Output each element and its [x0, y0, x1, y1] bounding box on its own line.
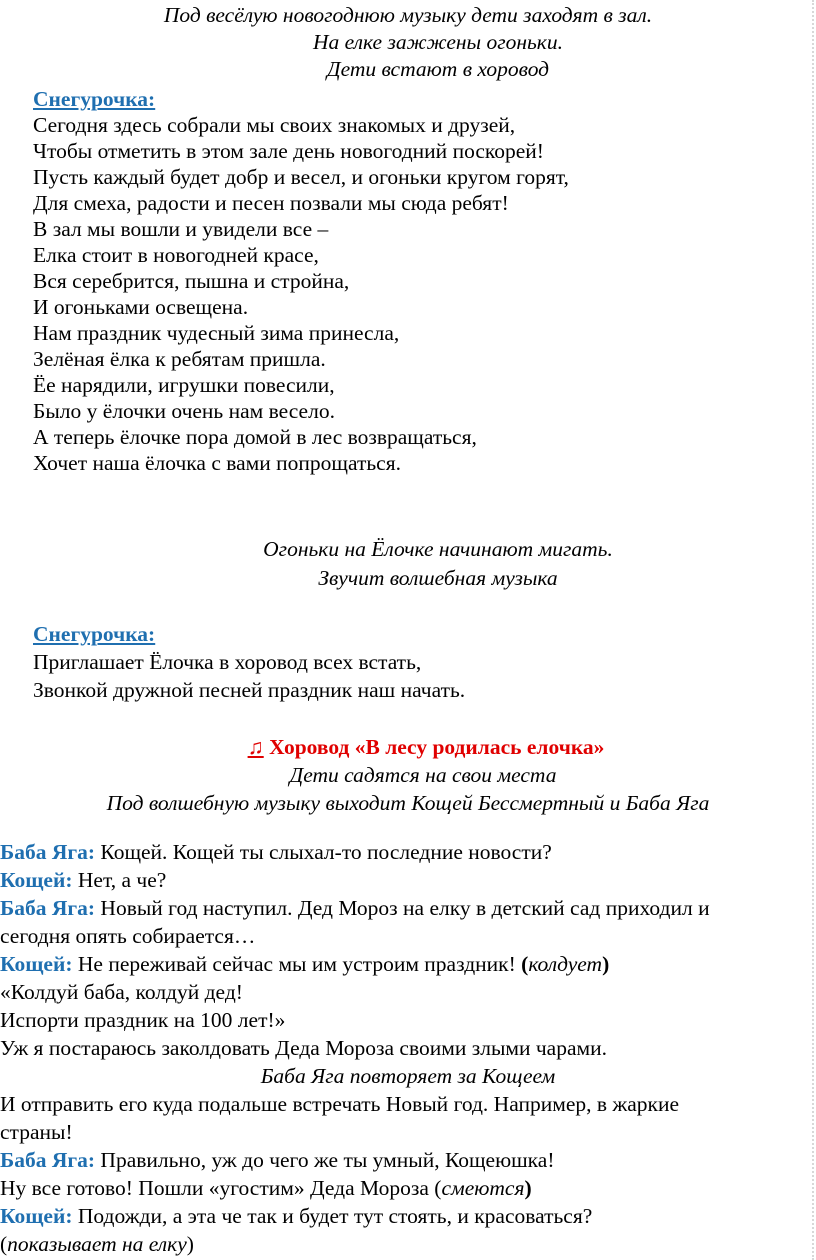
- song-block: [0, 733, 816, 817]
- line-text: Ну все готово! Пошли «угостим» Деда Мороза (: [0, 1176, 442, 1200]
- verse-line: Ёе нарядили, игрушки повесили,: [33, 373, 335, 397]
- verse-line: Чтобы отметить в этом зале день новогодний поскорей!: [33, 139, 544, 163]
- verse-line: Пусть каждый будет добр и весел, и огоньки кругом горят,: [33, 165, 569, 189]
- verse-line: Нам праздник чудесный зима принесла,: [33, 321, 400, 345]
- intro-stage-directions: [0, 2, 816, 83]
- dialogue-line: [0, 838, 816, 866]
- dialogue-line: Ну все готово! Пошли «угостим» Деда Мороза (смеются): [0, 1176, 532, 1200]
- stage-note: колдует: [528, 952, 603, 976]
- line-text: Не переживай сейчас мы им устроим праздник!: [77, 952, 522, 976]
- dialogue-line: страны!: [0, 1120, 73, 1144]
- song-title: [0, 733, 816, 761]
- stage-line: Огоньки на Ёлочке начинают мигать.: [263, 537, 613, 561]
- verse-line: Вся серебрится, пышна и стройна,: [33, 269, 350, 293]
- dialogue-line: Уж я постараюсь заколдовать Деда Мороза своими злыми чарами.: [0, 1036, 608, 1060]
- dialogue-line: И отправить его куда подальше встречать Новый год. Например, в жаркие: [0, 1092, 680, 1116]
- speaker-name: Снегурочка:: [33, 87, 156, 111]
- line-text: Новый год наступил. Дед Мороз на елку в детский сад приходил и: [100, 896, 710, 920]
- stage-line: Под волшебную музыку выходит Кощей Бессмертный и Баба Яга: [106, 791, 710, 815]
- speaker-name: Кощей:: [0, 952, 73, 976]
- music-note-icon: ♫: [247, 735, 264, 759]
- stage-line: Дети встают в хоровод: [326, 57, 550, 81]
- speaker-name: Снегурочка:: [33, 622, 156, 646]
- dialogue-line: [0, 894, 816, 922]
- speaker-name: Кощей:: [0, 868, 73, 892]
- stage-line: Баба Яга повторяет за Кощеем: [260, 1064, 556, 1088]
- verse-line: Приглашает Ёлочка в хоровод всех встать,: [33, 650, 422, 674]
- dialogue-line: [0, 1146, 816, 1174]
- verse-line: Звонкой дружной песней праздник наш начать.: [33, 678, 466, 702]
- dialogue-line: Испорти праздник на 100 лет!»: [0, 1008, 286, 1032]
- speaker-name: Баба Яга:: [0, 1148, 96, 1172]
- stage-line: Звучит волшебная музыка: [318, 566, 558, 590]
- stage-note: показывает на елку: [7, 1232, 187, 1256]
- line-text: Кощей. Кощей ты слыхал-то последние новости?: [100, 840, 552, 864]
- stage-line: На елке зажжены огоньки.: [313, 30, 563, 54]
- stage-line: Под весёлую новогоднюю музыку дети заходят в зал.: [163, 3, 653, 27]
- line-text: Правильно, уж до чего же ты умный, Кощеюшка!: [100, 1148, 555, 1172]
- stage-note: смеются: [441, 1176, 525, 1200]
- snegurochka-speech-2: [0, 620, 816, 704]
- verse-line: Для смеха, радости и песен позвали мы сюда ребят!: [33, 191, 509, 215]
- speaker-name: Баба Яга:: [0, 840, 96, 864]
- verse-line: Зелёная ёлка к ребятам пришла.: [33, 347, 326, 371]
- song-title-text: Хоровод «В лесу родилась елочка»: [269, 735, 605, 759]
- verse-line: В зал мы вошли и увидели все –: [33, 217, 329, 241]
- stage-line: Дети садятся на свои места: [289, 763, 557, 787]
- snegurochka-speech-1: [0, 86, 816, 476]
- verse-line: Сегодня здесь собрали мы своих знакомых и друзей,: [33, 113, 516, 137]
- verse-line: Было у ёлочки очень нам весело.: [33, 399, 335, 423]
- dialogue-line: «Колдуй баба, колдуй дед!: [0, 980, 243, 1004]
- dialogue-line: сегодня опять собирается…: [0, 924, 256, 948]
- dialogue-line: [0, 866, 816, 894]
- verse-line: Хочет наша ёлочка с вами попрощаться.: [33, 451, 401, 475]
- stage-directions-2: [0, 535, 816, 593]
- verse-line: Елка стоит в новогодней красе,: [33, 243, 319, 267]
- dialogue-line: Кощей: Не переживай сейчас мы им устроим праздник! (колдует): [0, 952, 610, 976]
- dialogue: [0, 838, 816, 1258]
- speaker-name: Кощей:: [0, 1204, 73, 1228]
- verse-line: И огоньками освещена.: [33, 295, 249, 319]
- line-text: Нет, а че?: [77, 868, 167, 892]
- dialogue-line: [0, 1202, 816, 1230]
- dialogue-line: (показывает на елку): [0, 1232, 194, 1256]
- speaker-name: Баба Яга:: [0, 896, 96, 920]
- verse-line: А теперь ёлочке пора домой в лес возвращаться,: [33, 425, 477, 449]
- line-text: Подожди, а эта че так и будет тут стоять, и красоваться?: [77, 1204, 593, 1228]
